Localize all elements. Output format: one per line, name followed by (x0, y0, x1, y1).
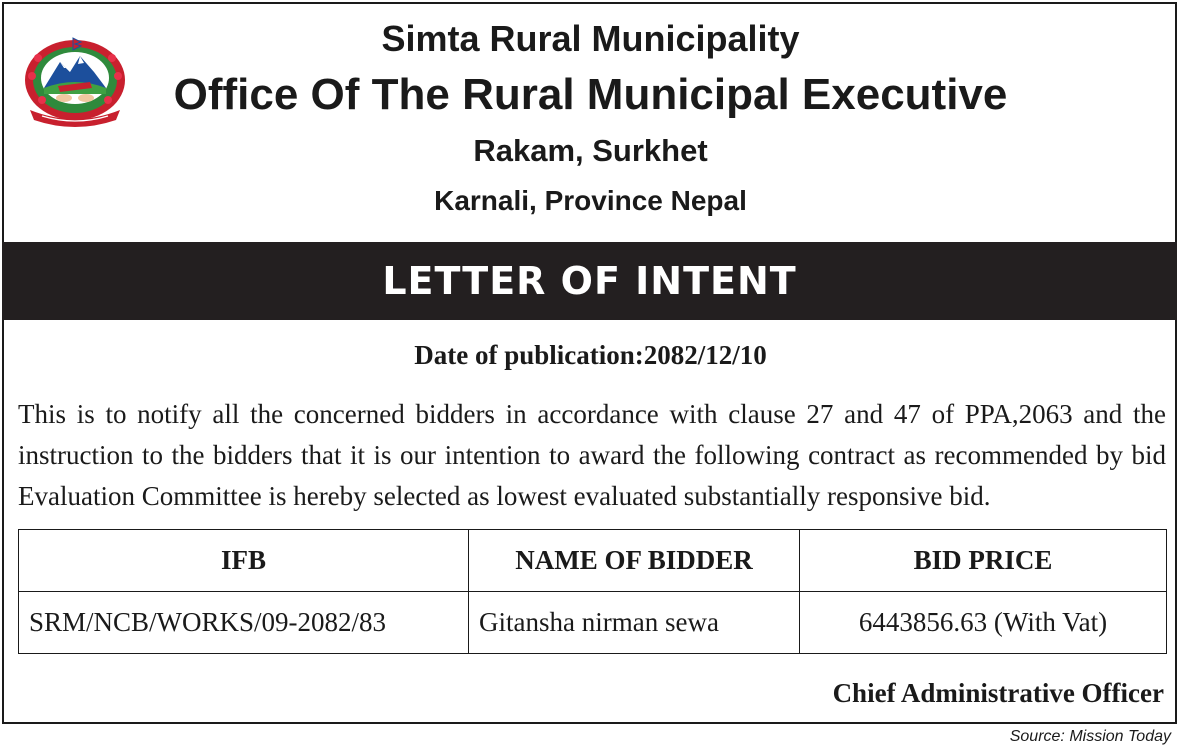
bid-table (18, 529, 1167, 654)
office-title: Office Of The Rural Municipal Executive (173, 70, 1008, 119)
cell-bidder-name: Gitansha nirman sewa (469, 592, 800, 654)
title-banner (2, 242, 1177, 320)
signatory-title: Chief Administrative Officer (832, 678, 1164, 708)
column-header-ifb: IFB (19, 530, 469, 592)
office-province: Karnali, Province Nepal (434, 185, 747, 216)
municipality-name: Simta Rural Municipality (381, 18, 800, 59)
cell-ifb: SRM/NCB/WORKS/09-2082/83 (19, 592, 469, 654)
cell-bid-price: 6443856.63 (With Vat) (800, 592, 1167, 654)
office-location: Rakam, Surkhet (473, 133, 708, 168)
source-credit: Source: Mission Today (1009, 728, 1171, 745)
column-header-bidder: NAME OF BIDDER (469, 530, 800, 592)
table-header-row (19, 530, 1167, 592)
publication-date: Date of publication:2082/12/10 (414, 340, 767, 370)
notice-body: This is to notify all the concerned bidders in accordance with clause 27 and 47 of PPA,2063 and the instruction to the bidders that it is our intention to award the following contract as recommended by bid Evaluation Committee is hereby selected as lowest evaluated substantially responsive bid. (18, 399, 1166, 511)
column-header-price: BID PRICE (800, 530, 1167, 592)
page-title: LETTER OF INTENT (382, 259, 797, 303)
table-row (19, 592, 1167, 654)
